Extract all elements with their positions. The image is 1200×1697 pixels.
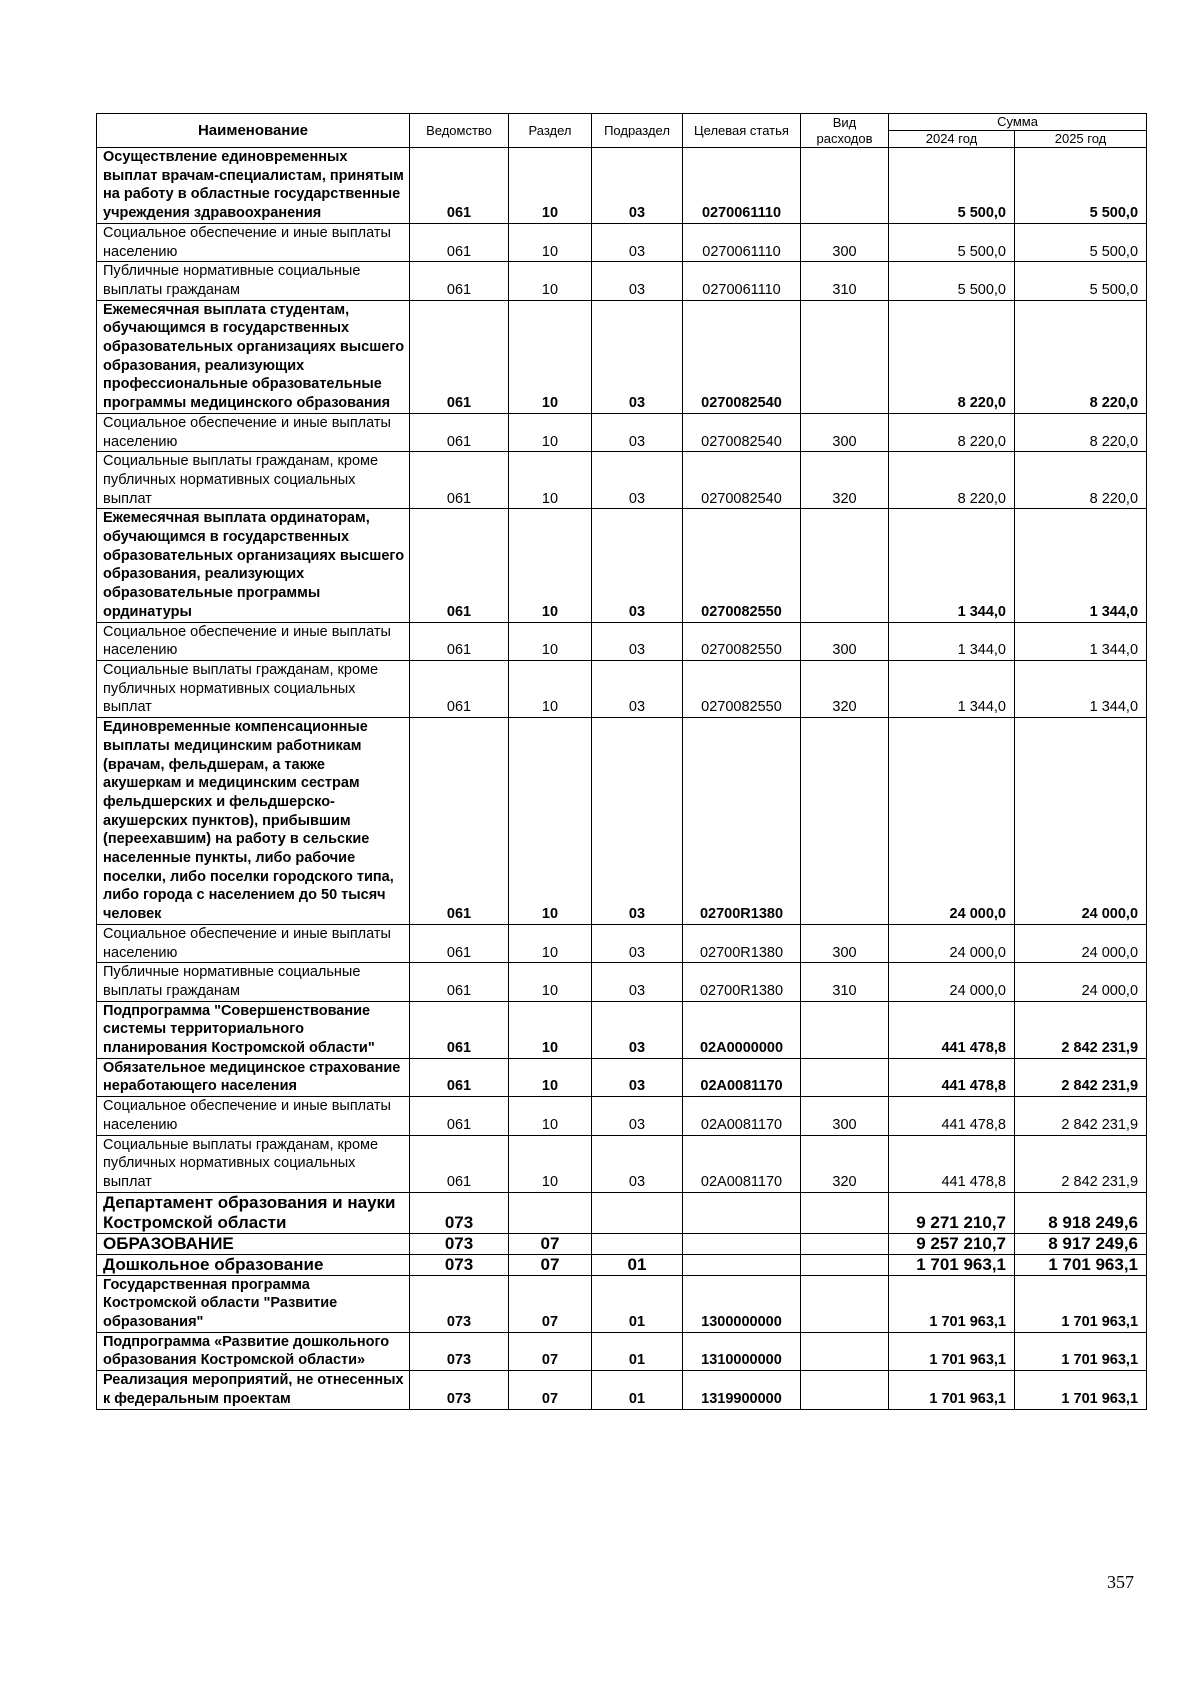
table-row (97, 963, 1147, 1001)
header-dept: Ведомство (410, 114, 509, 148)
cell-subsection: 01 (592, 1371, 683, 1409)
cell-subsection: 03 (592, 963, 683, 1001)
page-number: 357 (1107, 1572, 1134, 1592)
cell-dept: 061 (410, 660, 509, 717)
cell-name: Подпрограмма «Развитие дошкольного образования Костромской области» (97, 1332, 410, 1370)
cell-2025: 5 500,0 (1015, 223, 1147, 261)
cell-target: 02700R1380 (683, 924, 801, 962)
cell-2024: 9 271 210,7 (889, 1192, 1015, 1233)
cell-2025: 1 344,0 (1015, 509, 1147, 622)
cell-type: 310 (801, 262, 889, 300)
cell-2024: 441 478,8 (889, 1135, 1015, 1192)
cell-target: 0270082550 (683, 622, 801, 660)
cell-subsection: 03 (592, 452, 683, 509)
cell-section: 10 (509, 1001, 592, 1058)
cell-type (801, 1192, 889, 1233)
cell-dept: 061 (410, 622, 509, 660)
cell-target: 02А0081170 (683, 1097, 801, 1135)
cell-name: Ежемесячная выплата ординаторам, обучающимся в государственных образовательных организациях высшего образования, реализующих образовательные программы ординатуры (97, 509, 410, 622)
cell-subsection: 03 (592, 660, 683, 717)
cell-section: 10 (509, 509, 592, 622)
cell-subsection (592, 1233, 683, 1254)
cell-target: 0270082550 (683, 509, 801, 622)
cell-2025: 1 701 963,1 (1015, 1254, 1147, 1275)
table-row (97, 1135, 1147, 1192)
table-row (97, 1058, 1147, 1096)
cell-type: 320 (801, 1135, 889, 1192)
cell-dept: 061 (410, 452, 509, 509)
cell-target: 02А0000000 (683, 1001, 801, 1058)
cell-target (683, 1192, 801, 1233)
cell-2024: 8 220,0 (889, 300, 1015, 413)
cell-target: 1310000000 (683, 1332, 801, 1370)
cell-section: 07 (509, 1233, 592, 1254)
cell-section: 10 (509, 924, 592, 962)
cell-2025: 8 220,0 (1015, 300, 1147, 413)
cell-2025: 5 500,0 (1015, 262, 1147, 300)
cell-section: 10 (509, 1097, 592, 1135)
cell-target: 0270082540 (683, 452, 801, 509)
cell-dept: 061 (410, 300, 509, 413)
cell-type: 300 (801, 223, 889, 261)
cell-subsection: 03 (592, 262, 683, 300)
cell-target: 1319900000 (683, 1371, 801, 1409)
cell-2024: 5 500,0 (889, 148, 1015, 224)
cell-section: 10 (509, 963, 592, 1001)
cell-section: 10 (509, 262, 592, 300)
header-subsection: Подраздел (592, 114, 683, 148)
cell-dept: 073 (410, 1371, 509, 1409)
cell-type (801, 718, 889, 925)
cell-dept: 061 (410, 718, 509, 925)
header-year-2024: 2024 год (889, 131, 1015, 148)
table-row (97, 452, 1147, 509)
cell-type (801, 1001, 889, 1058)
cell-2025: 8 220,0 (1015, 413, 1147, 451)
cell-type: 300 (801, 924, 889, 962)
cell-target: 0270061110 (683, 223, 801, 261)
cell-dept: 061 (410, 223, 509, 261)
cell-subsection: 03 (592, 223, 683, 261)
cell-2025: 1 701 963,1 (1015, 1371, 1147, 1409)
cell-subsection: 03 (592, 413, 683, 451)
cell-target: 02700R1380 (683, 718, 801, 925)
cell-2024: 5 500,0 (889, 262, 1015, 300)
table-body (97, 148, 1147, 1410)
cell-target: 02А0081170 (683, 1135, 801, 1192)
cell-2024: 8 220,0 (889, 452, 1015, 509)
cell-name: Осуществление единовременных выплат врачам-специалистам, принятым на работу в областные государственные учреждения здравоохранения (97, 148, 410, 224)
header-row (97, 114, 1147, 131)
cell-subsection: 01 (592, 1275, 683, 1332)
table-row (97, 1275, 1147, 1332)
cell-type: 310 (801, 963, 889, 1001)
cell-name: Социальное обеспечение и иные выплаты населению (97, 924, 410, 962)
cell-target: 1300000000 (683, 1275, 801, 1332)
cell-section: 10 (509, 223, 592, 261)
cell-2024: 8 220,0 (889, 413, 1015, 451)
cell-subsection: 03 (592, 718, 683, 925)
table-row (97, 622, 1147, 660)
cell-type: 300 (801, 622, 889, 660)
cell-2024: 24 000,0 (889, 963, 1015, 1001)
table-row (97, 1332, 1147, 1370)
cell-target: 0270082540 (683, 300, 801, 413)
table-row (97, 1233, 1147, 1254)
cell-type (801, 300, 889, 413)
cell-type (801, 148, 889, 224)
header-section: Раздел (509, 114, 592, 148)
cell-name: Социальное обеспечение и иные выплаты населению (97, 413, 410, 451)
table-row (97, 509, 1147, 622)
cell-name: Ежемесячная выплата студентам, обучающимся в государственных образовательных организациях высшего образования, реализующих профессиональные образовательные программы медицинского образования (97, 300, 410, 413)
table-row (97, 262, 1147, 300)
cell-type (801, 1275, 889, 1332)
cell-dept: 061 (410, 509, 509, 622)
cell-name: Социальные выплаты гражданам, кроме публичных нормативных социальных выплат (97, 1135, 410, 1192)
cell-2024: 1 344,0 (889, 509, 1015, 622)
cell-2024: 441 478,8 (889, 1001, 1015, 1058)
header-type: Вид расходов (801, 114, 889, 148)
cell-section: 10 (509, 718, 592, 925)
cell-subsection: 03 (592, 509, 683, 622)
header-year-2025: 2025 год (1015, 131, 1147, 148)
table-row (97, 148, 1147, 224)
header-name: Наименование (97, 114, 410, 148)
cell-2024: 441 478,8 (889, 1058, 1015, 1096)
cell-name: Социальные выплаты гражданам, кроме публичных нормативных социальных выплат (97, 452, 410, 509)
cell-subsection: 03 (592, 1058, 683, 1096)
cell-section: 07 (509, 1254, 592, 1275)
cell-dept: 061 (410, 413, 509, 451)
cell-target: 02А0081170 (683, 1058, 801, 1096)
cell-section: 10 (509, 660, 592, 717)
cell-2025: 1 344,0 (1015, 660, 1147, 717)
cell-section: 10 (509, 148, 592, 224)
cell-name: Единовременные компенсационные выплаты медицинским работникам (врачам, фельдшерам, а также акушеркам и медицинским сестрам фельдшерских и фельдшерско-акушерских пунктов), прибывшим (переехавшим) на работу в сельские населенные пункты, либо рабочие поселки, либо поселки городского типа, либо города с населением до 50 тысяч человек (97, 718, 410, 925)
cell-2024: 24 000,0 (889, 718, 1015, 925)
cell-subsection: 03 (592, 300, 683, 413)
cell-2025: 24 000,0 (1015, 963, 1147, 1001)
cell-target: 0270082540 (683, 413, 801, 451)
cell-subsection: 03 (592, 622, 683, 660)
cell-name: Государственная программа Костромской области "Развитие образования" (97, 1275, 410, 1332)
table-row (97, 300, 1147, 413)
cell-dept: 061 (410, 262, 509, 300)
cell-section: 10 (509, 452, 592, 509)
cell-type (801, 1332, 889, 1370)
cell-dept: 061 (410, 1058, 509, 1096)
cell-2025: 2 842 231,9 (1015, 1097, 1147, 1135)
cell-name: Публичные нормативные социальные выплаты гражданам (97, 963, 410, 1001)
table-row (97, 718, 1147, 925)
cell-type (801, 1058, 889, 1096)
cell-subsection: 01 (592, 1254, 683, 1275)
cell-section: 10 (509, 622, 592, 660)
cell-name: Реализация мероприятий, не отнесенных к федеральным проектам (97, 1371, 410, 1409)
cell-2025: 1 701 963,1 (1015, 1332, 1147, 1370)
cell-target: 0270061110 (683, 262, 801, 300)
cell-2024: 1 701 963,1 (889, 1275, 1015, 1332)
cell-type: 300 (801, 1097, 889, 1135)
cell-dept: 061 (410, 963, 509, 1001)
cell-subsection: 01 (592, 1332, 683, 1370)
cell-section: 07 (509, 1332, 592, 1370)
cell-2025: 2 842 231,9 (1015, 1058, 1147, 1096)
cell-dept: 061 (410, 1097, 509, 1135)
cell-section (509, 1192, 592, 1233)
cell-section: 07 (509, 1371, 592, 1409)
cell-target: 02700R1380 (683, 963, 801, 1001)
table-row (97, 1001, 1147, 1058)
cell-2024: 5 500,0 (889, 223, 1015, 261)
cell-name: Обязательное медицинское страхование неработающего населения (97, 1058, 410, 1096)
cell-section: 07 (509, 1275, 592, 1332)
cell-2025: 8 220,0 (1015, 452, 1147, 509)
cell-2025: 8 918 249,6 (1015, 1192, 1147, 1233)
cell-name: Социальное обеспечение и иные выплаты населению (97, 1097, 410, 1135)
cell-2024: 1 701 963,1 (889, 1254, 1015, 1275)
cell-target (683, 1233, 801, 1254)
cell-type: 320 (801, 660, 889, 717)
cell-dept: 073 (410, 1192, 509, 1233)
cell-subsection: 03 (592, 1135, 683, 1192)
cell-subsection: 03 (592, 1097, 683, 1135)
cell-section: 10 (509, 1058, 592, 1096)
cell-name: ОБРАЗОВАНИЕ (97, 1233, 410, 1254)
cell-type (801, 509, 889, 622)
cell-name: Публичные нормативные социальные выплаты гражданам (97, 262, 410, 300)
cell-dept: 061 (410, 148, 509, 224)
header-target: Целевая статья (683, 114, 801, 148)
budget-table (96, 113, 1147, 1410)
cell-dept: 073 (410, 1233, 509, 1254)
cell-name: Департамент образования и науки Костромской области (97, 1192, 410, 1233)
cell-dept: 061 (410, 1135, 509, 1192)
cell-2024: 1 701 963,1 (889, 1371, 1015, 1409)
header-sum: Сумма (889, 114, 1147, 131)
cell-2025: 2 842 231,9 (1015, 1135, 1147, 1192)
cell-2025: 1 701 963,1 (1015, 1275, 1147, 1332)
cell-2025: 24 000,0 (1015, 718, 1147, 925)
cell-2024: 1 701 963,1 (889, 1332, 1015, 1370)
cell-section: 10 (509, 1135, 592, 1192)
cell-section: 10 (509, 413, 592, 451)
cell-name: Подпрограмма "Совершенствование системы территориального планирования Костромской области" (97, 1001, 410, 1058)
table-row (97, 1097, 1147, 1135)
cell-subsection: 03 (592, 148, 683, 224)
cell-dept: 073 (410, 1254, 509, 1275)
cell-subsection (592, 1192, 683, 1233)
cell-type: 320 (801, 452, 889, 509)
cell-2025: 2 842 231,9 (1015, 1001, 1147, 1058)
cell-name: Социальные выплаты гражданам, кроме публичных нормативных социальных выплат (97, 660, 410, 717)
cell-2024: 1 344,0 (889, 660, 1015, 717)
cell-target: 0270061110 (683, 148, 801, 224)
cell-subsection: 03 (592, 924, 683, 962)
cell-2024: 24 000,0 (889, 924, 1015, 962)
cell-target: 0270082550 (683, 660, 801, 717)
table-row (97, 413, 1147, 451)
cell-dept: 061 (410, 924, 509, 962)
table-row (97, 1254, 1147, 1275)
cell-2024: 9 257 210,7 (889, 1233, 1015, 1254)
cell-type (801, 1233, 889, 1254)
cell-2024: 1 344,0 (889, 622, 1015, 660)
table-row (97, 1192, 1147, 1233)
cell-subsection: 03 (592, 1001, 683, 1058)
cell-name: Социальное обеспечение и иные выплаты населению (97, 223, 410, 261)
cell-2025: 5 500,0 (1015, 148, 1147, 224)
cell-dept: 073 (410, 1275, 509, 1332)
cell-dept: 073 (410, 1332, 509, 1370)
table-row (97, 223, 1147, 261)
cell-2025: 8 917 249,6 (1015, 1233, 1147, 1254)
table-row (97, 1371, 1147, 1409)
cell-dept: 061 (410, 1001, 509, 1058)
cell-type (801, 1371, 889, 1409)
table-row (97, 660, 1147, 717)
cell-2024: 441 478,8 (889, 1097, 1015, 1135)
cell-target (683, 1254, 801, 1275)
cell-type (801, 1254, 889, 1275)
cell-2025: 1 344,0 (1015, 622, 1147, 660)
cell-type: 300 (801, 413, 889, 451)
cell-name: Дошкольное образование (97, 1254, 410, 1275)
cell-2025: 24 000,0 (1015, 924, 1147, 962)
table-row (97, 924, 1147, 962)
cell-name: Социальное обеспечение и иные выплаты населению (97, 622, 410, 660)
cell-section: 10 (509, 300, 592, 413)
